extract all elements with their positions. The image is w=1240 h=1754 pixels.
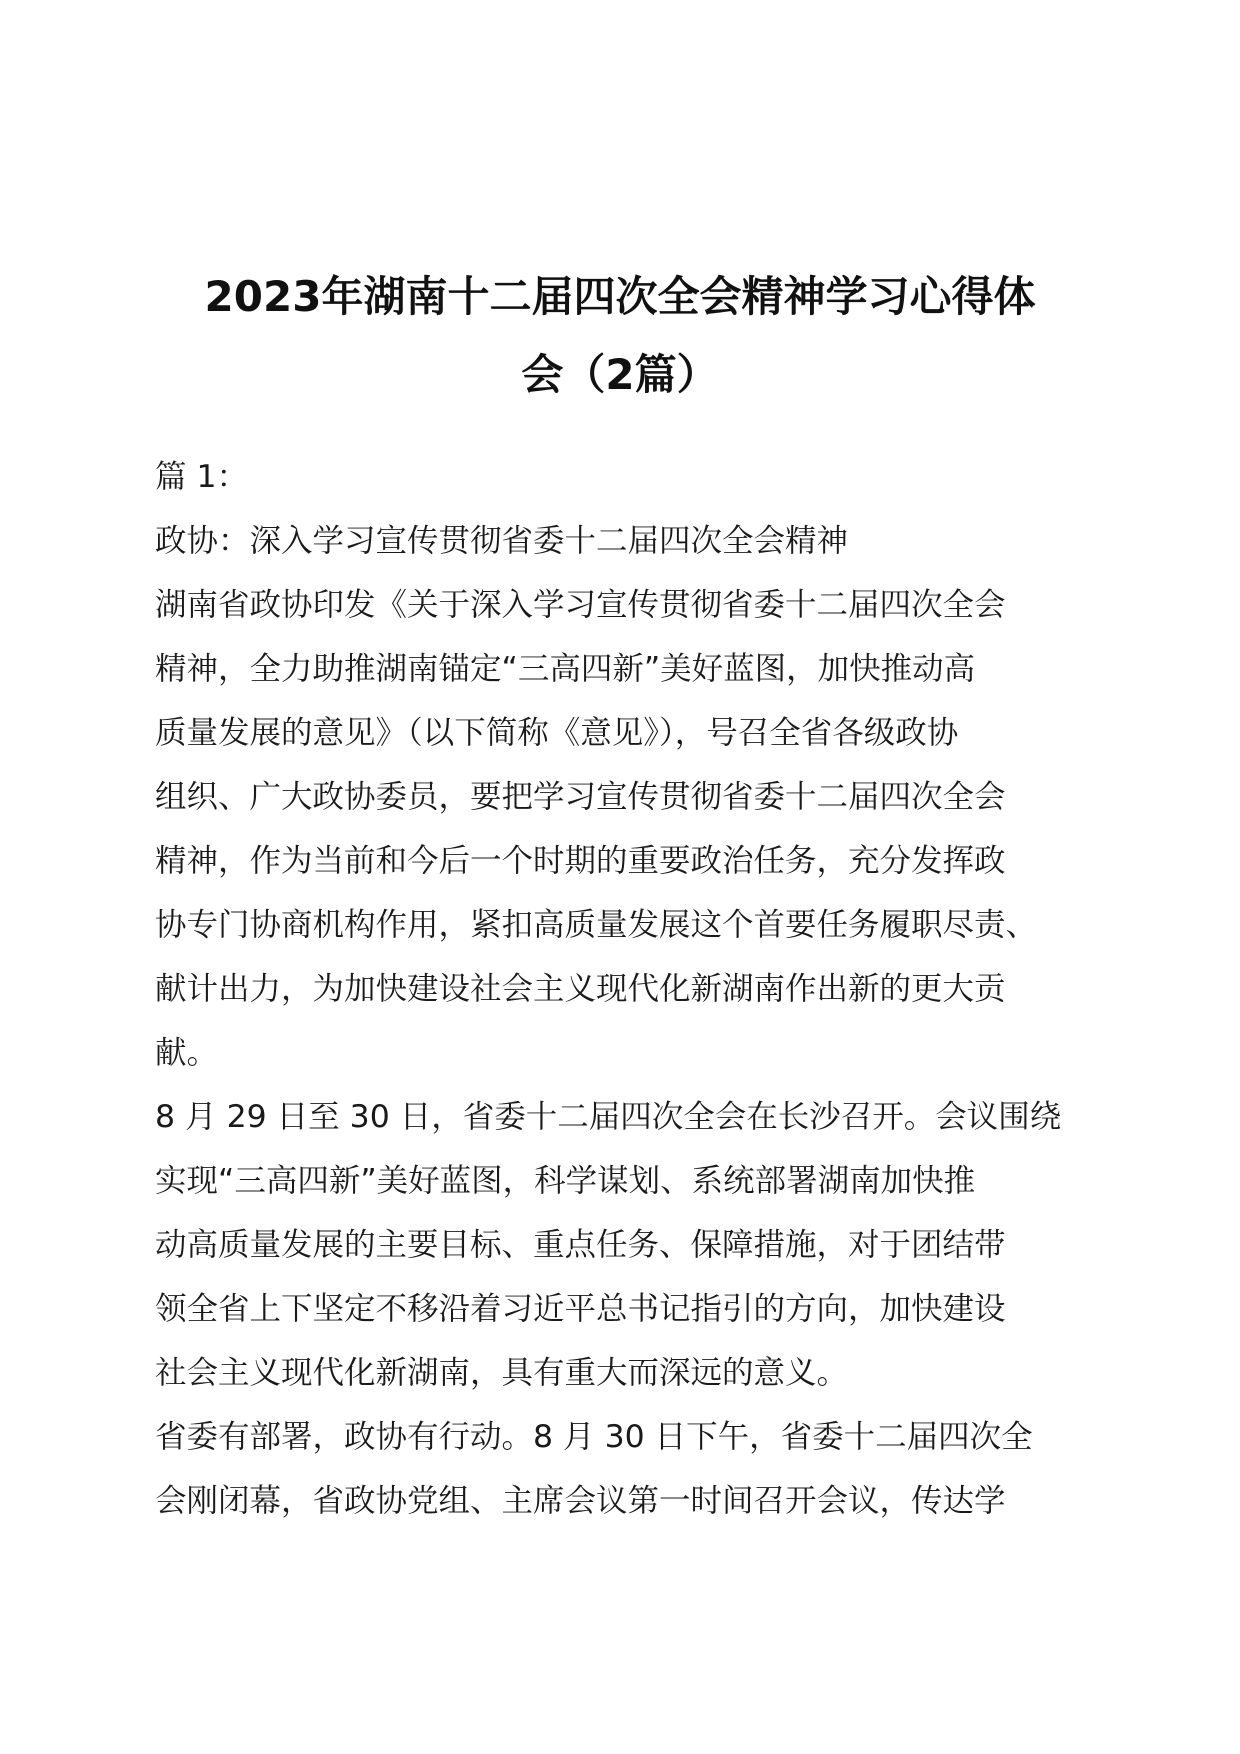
title-line-1: 2023年湖南十二届四次全会精神学习心得体 <box>204 272 1036 321</box>
section-label: 篇 1： <box>155 459 249 495</box>
body-line: 精神，全力助推湖南锚定“三高四新”美好蓝图，加快推动高 <box>155 651 976 687</box>
body-line: 组织、广大政协委员，要把学习宣传贯彻省委十二届四次全会 <box>155 779 1006 815</box>
body-line: 献计出力，为加快建设社会主义现代化新湖南作出新的更大贡 <box>155 971 1006 1007</box>
body-line: 献。 <box>155 1035 219 1071</box>
body-line: 协专门协商机构作用，紧扣高质量发展这个首要任务履职尽责、 <box>155 907 1038 943</box>
section-heading: 政协：深入学习宣传贯彻省委十二届四次全会精神 <box>155 523 849 559</box>
body-line: 8 月 29 日至 30 日，省委十二届四次全会在长沙召开。会议围绕 <box>155 1099 1062 1135</box>
body-line: 实现“三高四新”美好蓝图，科学谋划、系统部署湖南加快推 <box>155 1163 976 1199</box>
title-line-2: 会（2篇） <box>521 350 719 399</box>
body-line: 湖南省政协印发《关于深入学习宣传贯彻省委十二届四次全会 <box>155 587 1006 623</box>
body-line: 领全省上下坚定不移沿着习近平总书记指引的方向，加快建设 <box>155 1291 1006 1327</box>
document-body <box>155 445 1100 1533</box>
document-title <box>120 258 1120 414</box>
body-line: 动高质量发展的主要目标、重点任务、保障措施，对于团结带 <box>155 1227 1006 1263</box>
body-line: 质量发展的意见》（以下简称《意见》），号召全省各级政协 <box>155 715 959 751</box>
body-line: 省委有部署，政协有行动。8 月 30 日下午，省委十二届四次全 <box>155 1419 1033 1455</box>
body-line: 社会主义现代化新湖南，具有重大而深远的意义。 <box>155 1355 849 1391</box>
body-line: 精神，作为当前和今后一个时期的重要政治任务，充分发挥政 <box>155 843 1006 879</box>
body-line: 会刚闭幕，省政协党组、主席会议第一时间召开会议，传达学 <box>155 1483 1006 1519</box>
